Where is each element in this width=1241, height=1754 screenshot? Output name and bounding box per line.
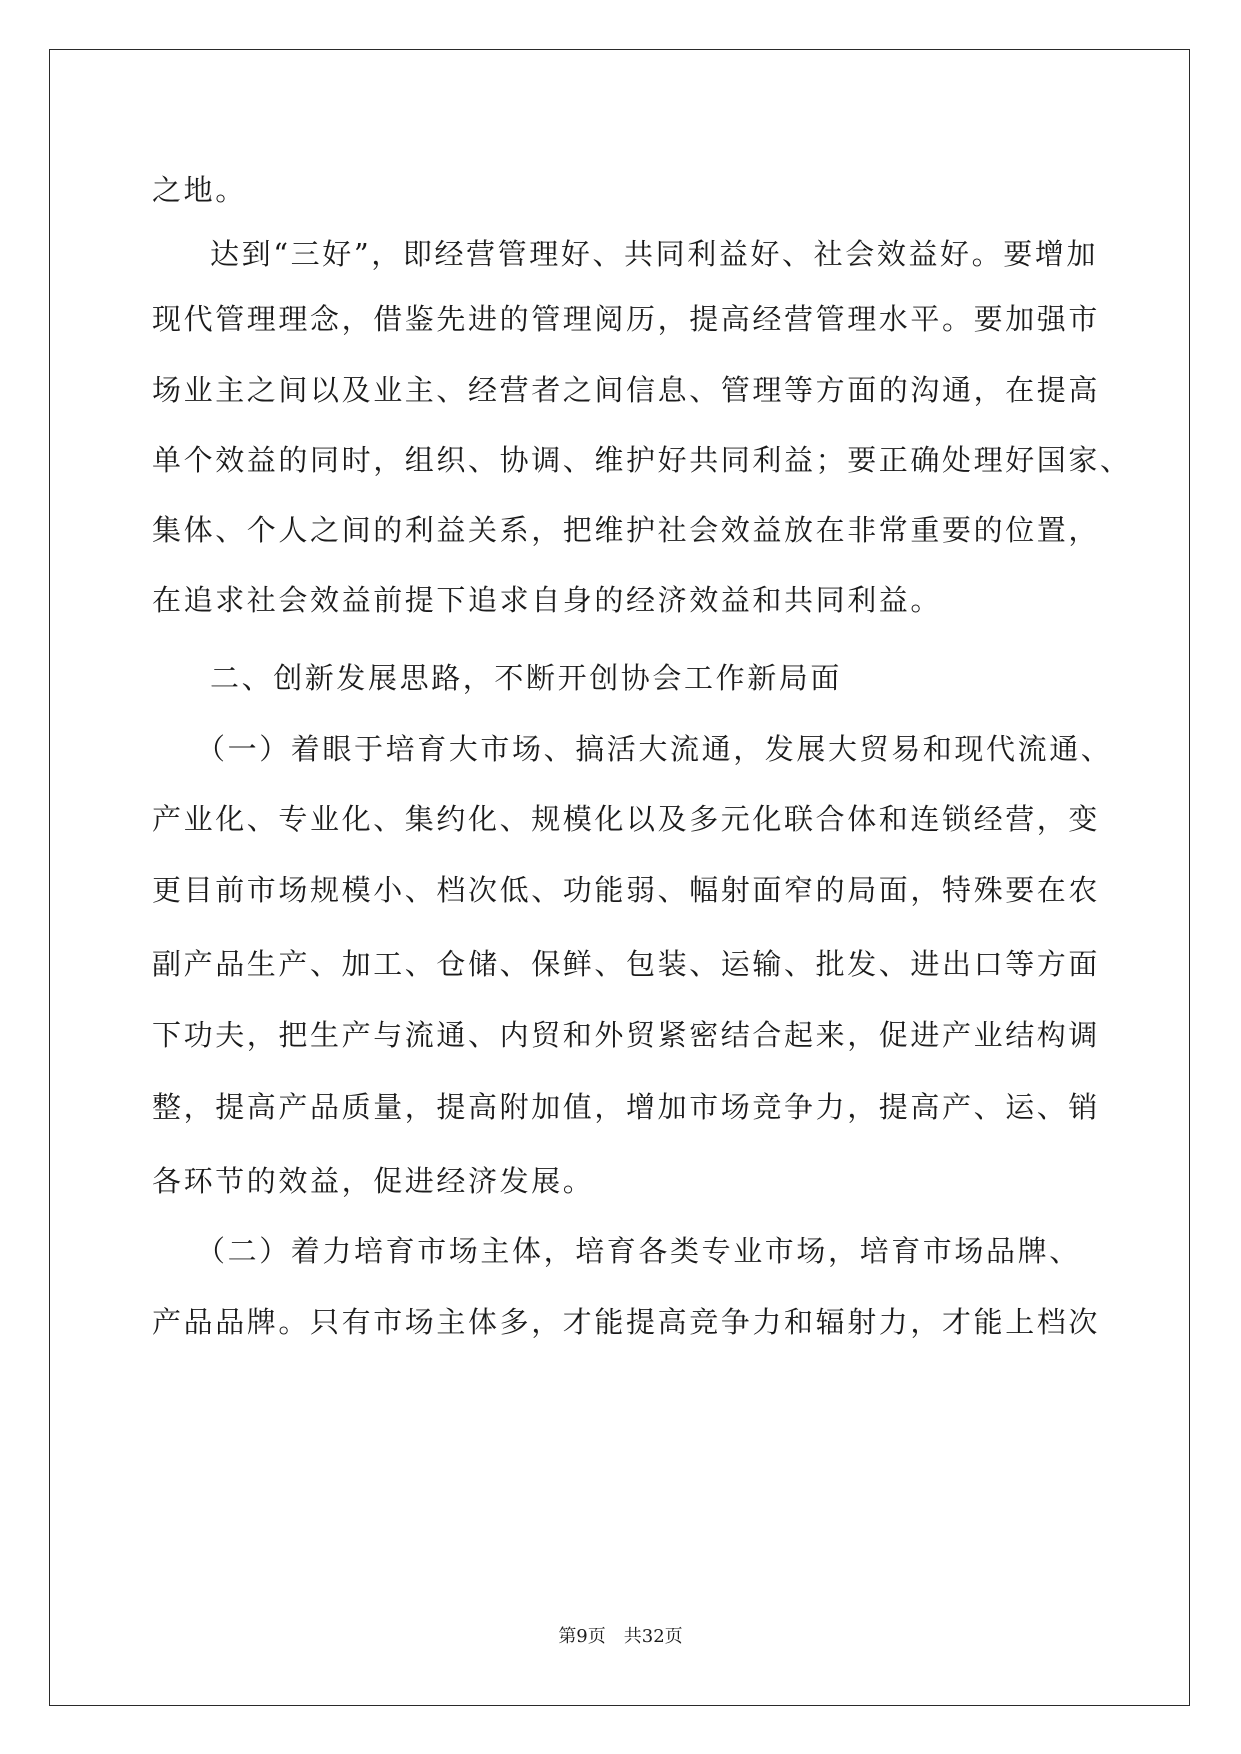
page-number: 第9页 bbox=[558, 1626, 606, 1647]
text-line: 现代管理理念，借鉴先进的管理阅历，提高经营管理水平。要加强市 bbox=[152, 302, 1101, 336]
text-line: 在追求社会效益前提下追求自身的经济效益和共同利益。 bbox=[152, 583, 943, 617]
paragraph-first-line: （一）着眼于培育大市场、搞活大流通，发展大贸易和现代流通、 bbox=[196, 732, 1113, 766]
text-line: 副产品生产、加工、仓储、保鲜、包装、运输、批发、进出口等方面 bbox=[152, 947, 1101, 981]
text-line: 更目前市场规模小、档次低、功能弱、幅射面窄的局面，特殊要在农 bbox=[152, 873, 1101, 907]
text-line: 产业化、专业化、集约化、规模化以及多元化联合体和连锁经营，变 bbox=[152, 802, 1101, 836]
text-line: 场业主之间以及业主、经营者之间信息、管理等方面的沟通，在提高 bbox=[152, 373, 1101, 407]
paragraph-first-line: 达到“三好”，即经营管理好、共同利益好、社会效益好。要增加 bbox=[210, 237, 1099, 271]
text-line: 单个效益的同时，组织、协调、维护好共同利益；要正确处理好国家、 bbox=[152, 443, 1132, 477]
paragraph-first-line: （二）着力培育市场主体，培育各类专业市场，培育市场品牌、 bbox=[196, 1234, 1081, 1268]
text-line: 整，提高产品质量，提高附加值，增加市场竞争力，提高产、运、销 bbox=[152, 1090, 1101, 1124]
section-heading: 二、创新发展思路，不断开创协会工作新局面 bbox=[210, 661, 843, 695]
text-line: 各环节的效益，促进经济发展。 bbox=[152, 1164, 595, 1198]
text-line: 之地。 bbox=[152, 173, 247, 207]
page-total: 共32页 bbox=[623, 1626, 683, 1647]
text-line: 下功夫，把生产与流通、内贸和外贸紧密结合起来，促进产业结构调 bbox=[152, 1018, 1101, 1052]
page-footer bbox=[0, 1622, 1241, 1648]
text-line: 集体、个人之间的利益关系，把维护社会效益放在非常重要的位置， bbox=[152, 513, 1101, 547]
text-line: 产品品牌。只有市场主体多，才能提高竞争力和辐射力，才能上档次 bbox=[152, 1305, 1101, 1339]
